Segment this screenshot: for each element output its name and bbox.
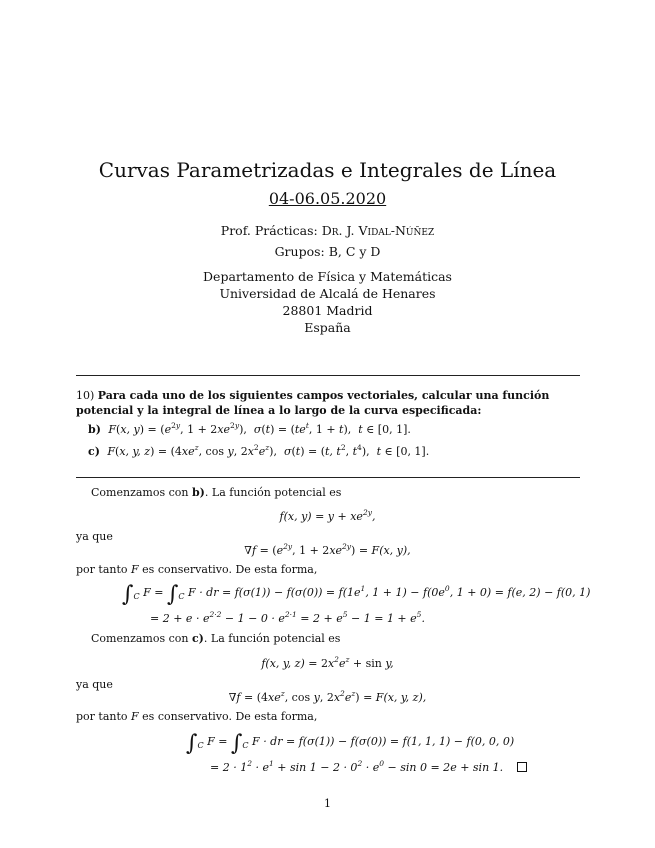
problem-number: 10) xyxy=(76,389,95,402)
item-field: F xyxy=(108,423,117,436)
groups-line: Grupos: B, C y D xyxy=(274,244,381,259)
qed-square-icon xyxy=(517,762,527,772)
b-gradient-eq: $\nabla f = (e^{2y}$, $1 + 2xe^{2y}) = F(x$, y), xyxy=(244,542,411,557)
c-intro: Comenzamos con c). La función potencial es xyxy=(91,632,341,645)
problem-item-c: c) F(x, y, $z) = (4xe^z$, cos y, $2x^2e^z$), σ(t) = (t, $t^2$, $t^4$), t ∈ [0, 1]. xyxy=(88,443,430,458)
item-label: b) xyxy=(88,423,101,436)
c-since: ya que xyxy=(76,678,113,691)
c-potential-eq: f(x, y, $z) = 2x^2e^z + \sin y$, xyxy=(261,655,394,670)
problem-item-b: b) F(x, $y) = (e^{2y}$, $1 + 2xe^{2y}$), $\sigma(t) = (te^t$, 1 + t), t ∈ [0, 1]. xyxy=(88,421,411,436)
problem-statement xyxy=(76,388,580,418)
bottom-rule xyxy=(76,477,580,478)
document-title: Curvas Parametrizadas e Integrales de Línea xyxy=(98,158,557,182)
country: España xyxy=(304,320,351,335)
document-date: 04-06.05.2020 xyxy=(268,189,387,208)
c-integral-line2: = $2 \cdot 1^2 \cdot e^1 + \sin 1 - 2 \cdot 0^2 \cdot e^0 - \sin 0 = 2e + \sin 1$. xyxy=(210,759,527,774)
department: Departamento de Física y Matemáticas xyxy=(203,269,452,284)
top-rule xyxy=(76,375,580,376)
b-potential-eq: f(x, $y) = y + xe^{2y}$, xyxy=(279,508,376,523)
b-since: ya que xyxy=(76,530,113,543)
university: Universidad de Alcalá de Henares xyxy=(219,286,436,301)
professor-line xyxy=(0,223,655,238)
item-label: c) xyxy=(88,445,100,458)
professor-label: Prof. Prácticas: xyxy=(220,223,318,238)
professor-name: Dr. J. Vidal-Núñez xyxy=(321,223,435,238)
problem-text: Para cada uno de los siguientes campos vectoriales, calcular una función potencial y la integral de línea a lo largo de la curva especificada: xyxy=(76,389,550,417)
b-integral-line2: = $2 + e \cdot e^{2\cdot 2} - 1 - 0 \cdot e^{2\cdot 1} = 2 + e^5 - 1 = 1 + e^5$. xyxy=(150,610,425,625)
c-gradient-eq: $\nabla f = (4xe^z$, cos y, $2x^2e^z) = F(x$, y, z), xyxy=(228,689,427,704)
c-integral-line1: $\int_C$ $F = \int_C$ F · dr = f(σ(1)) − f(σ(0)) = f(1, 1, 1) − f(0, 0, 0) xyxy=(186,731,515,756)
affiliation-block xyxy=(0,268,655,336)
b-intro: Comenzamos con b). La función potencial es xyxy=(91,486,342,499)
page-number: 1 xyxy=(324,797,331,810)
city: 28801 Madrid xyxy=(282,303,373,318)
c-conservative: por tanto F es conservativo. De esta forma, xyxy=(76,710,318,723)
b-integral-line1: $\int_C$ $F = \int_C$ F · dr = $f(\sigma(1)) - f(\sigma(0)) = f(1e^1$, $1 + 1) - f(0e^0$, 1 + 0) = f(e, 2) − f(0, 1) xyxy=(122,582,591,607)
b-conservative: por tanto F es conservativo. De esta forma, xyxy=(76,563,318,576)
